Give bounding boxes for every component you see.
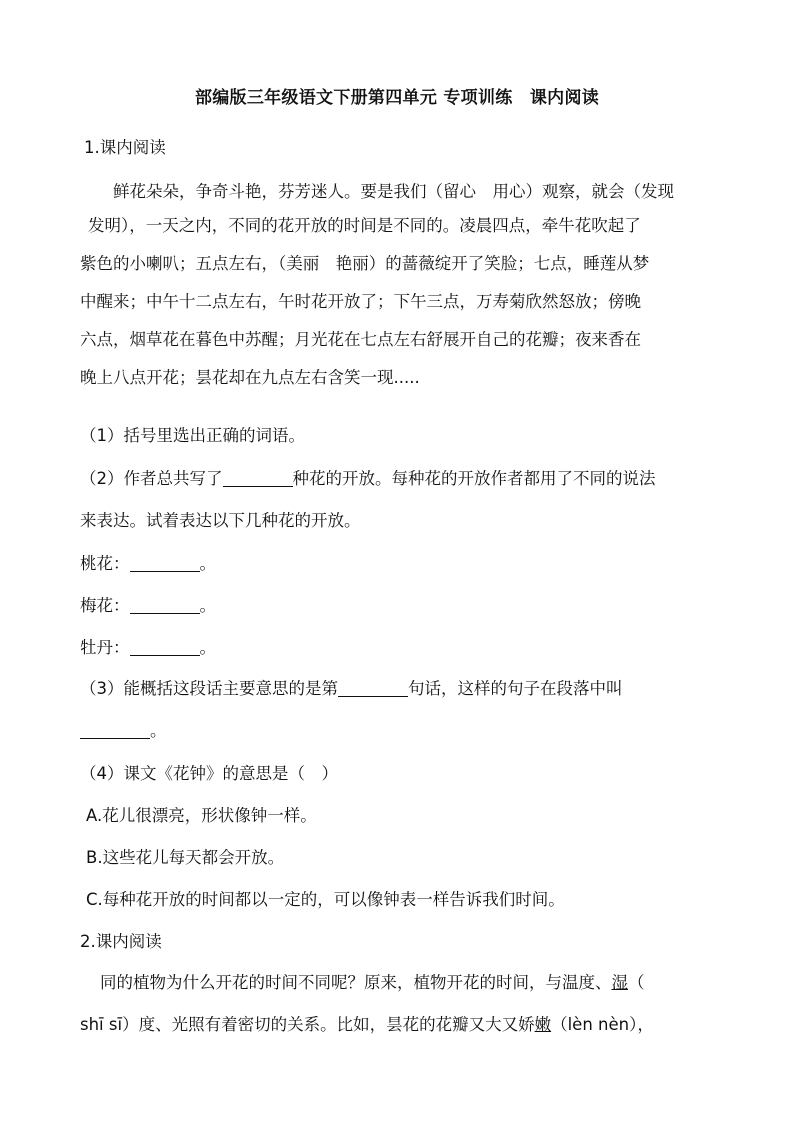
option-a: A.花儿很漂亮，形状像钟一样。 [86, 806, 317, 825]
flower-peony [80, 636, 730, 660]
passage-line: 中醒来；中午十二点左右，午时花开放了；下午三点，万寿菊欣然怒放；傍晚 [80, 292, 641, 311]
section2-line2 [80, 1013, 730, 1037]
period: 。 [199, 554, 216, 573]
section2-text-cont: （ [628, 973, 645, 992]
passage-line: 鲜花朵朵，争奇斗艳，芬芳迷人。要是我们（留心 用心）观察，就会（发现 [113, 182, 674, 201]
passage-line: 晚上八点开花；昙花却在九点左右含笑一现..... [80, 368, 420, 387]
answer-blank [338, 678, 408, 697]
question-2 [80, 467, 730, 491]
answer-blank [80, 720, 150, 739]
flower-label: 梅花： [80, 596, 130, 615]
section1-heading: 1.课内阅读 [84, 138, 166, 157]
flower-label: 牡丹： [80, 638, 130, 657]
underlined-char: 嫩 [534, 1015, 552, 1034]
flower-peach [80, 552, 730, 576]
section2-text: 同的植物为什么开花的时间不同呢？原来，植物开花的时间，与温度、 [100, 973, 612, 992]
option-c: C.每种花开放的时间都以一定的，可以像钟表一样告诉我们时间。 [86, 890, 565, 909]
period: 。 [199, 638, 216, 657]
section2-heading: 2.课内阅读 [80, 932, 162, 951]
option-b: B.这些花儿每天都会开放。 [86, 848, 285, 867]
answer-blank [130, 595, 200, 614]
section2-text-cont: （lèn nèn）， [551, 1015, 654, 1034]
question-2-line2: 来表达。试着表达以下几种花的开放。 [80, 511, 361, 530]
passage-line: 六点，烟草花在暮色中苏醒；月光花在七点左右舒展开自己的花瓣；夜来香在 [80, 330, 641, 349]
document-title: 部编版三年级语文下册第四单元 专项训练 课内阅读 [194, 88, 600, 108]
passage-line: 紫色的小喇叭；五点左右，（美丽 艳丽）的蔷薇绽开了笑脸；七点，睡莲从梦 [80, 254, 650, 273]
question-3-text: （3）能概括这段话主要意思的是第 [80, 679, 338, 698]
flower-label: 桃花： [80, 554, 130, 573]
question-3-line2 [80, 719, 730, 743]
section2-line1 [100, 971, 750, 995]
question-3 [80, 677, 730, 701]
passage-line: 发明），一天之内，不同的花开放的时间是不同的。凌晨四点，牵牛花吹起了 [88, 216, 641, 235]
flower-plum [80, 594, 730, 618]
question-4: （4）课文《花钟》的意思是（ ） [80, 764, 338, 783]
period: 。 [150, 721, 167, 740]
question-2-text: （2）作者总共写了 [80, 469, 223, 488]
question-2-text-cont: 种花的开放。每种花的开放作者都用了不同的说法 [292, 469, 656, 488]
answer-blank [130, 637, 200, 656]
question-3-text-cont: 句话，这样的句子在段落中叫 [408, 679, 623, 698]
answer-blank [223, 468, 293, 487]
question-1: （1）括号里选出正确的词语。 [80, 426, 305, 445]
answer-blank [130, 553, 200, 572]
underlined-char: 湿 [611, 973, 628, 992]
period: 。 [199, 596, 216, 615]
section2-text: shī sī）度、光照有着密切的关系。比如，昙花的花瓣又大又娇 [80, 1015, 535, 1034]
